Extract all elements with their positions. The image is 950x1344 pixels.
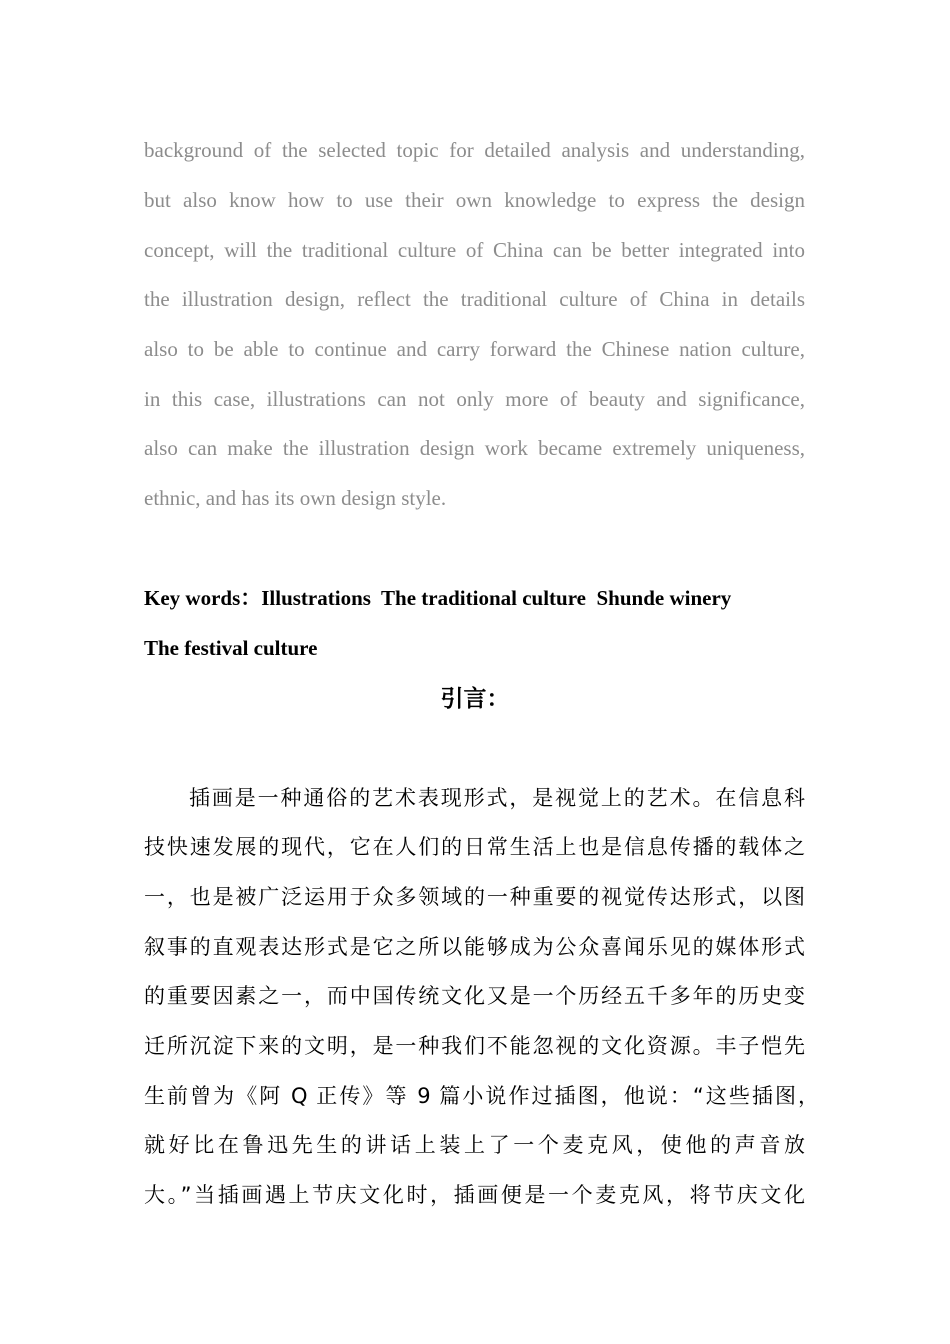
abstract-line: but also know how to use their own knowledge to express the design: [144, 188, 805, 212]
abstract-line: ethnic, and has its own design style.: [144, 486, 447, 510]
introduction-heading: 引言：: [440, 686, 510, 712]
abstract-line: also to be able to continue and carry forward the Chinese nation culture,: [144, 337, 805, 361]
introduction-line: 生前曾为《阿 Q 正传》等 9 篇小说作过插图，他说：“这些插图，: [144, 1084, 819, 1108]
introduction-line: 大。”当插画遇上节庆文化时，插画便是一个麦克风，将节庆文化: [144, 1183, 805, 1207]
abstract-line: in this case, illustrations can not only more of beauty and significance,: [144, 387, 805, 411]
introduction-line: 迁所沉淀下来的文明，是一种我们不能忽视的文化资源。丰子恺先: [144, 1034, 805, 1058]
introduction-line: 就好比在鲁迅先生的讲话上装上了一个麦克风，使他的声音放: [144, 1133, 805, 1157]
introduction-line: 的重要因素之一，而中国传统文化又是一个历经五千多年的历史变: [144, 984, 805, 1008]
keywords-line: Key words：Illustrations The traditional culture Shunde winery: [144, 586, 732, 610]
introduction-line: 技快速发展的现代，它在人们的日常生活上也是信息传播的载体之: [144, 835, 805, 859]
abstract-line: background of the selected topic for detailed analysis and understanding,: [144, 138, 805, 162]
abstract-line: concept, will the traditional culture of China can be better integrated into: [144, 238, 805, 262]
abstract-line: the illustration design, reflect the traditional culture of China in details: [144, 287, 805, 311]
abstract-line: also can make the illustration design work became extremely uniqueness,: [144, 436, 805, 460]
introduction-line: 一，也是被广泛运用于众多领域的一种重要的视觉传达形式，以图: [144, 885, 805, 909]
keywords-line: The festival culture: [144, 636, 318, 660]
introduction-line: 插画是一种通俗的艺术表现形式，是视觉上的艺术。在信息科: [189, 786, 805, 810]
introduction-line: 叙事的直观表达形式是它之所以能够成为公众喜闻乐见的媒体形式: [144, 935, 805, 959]
